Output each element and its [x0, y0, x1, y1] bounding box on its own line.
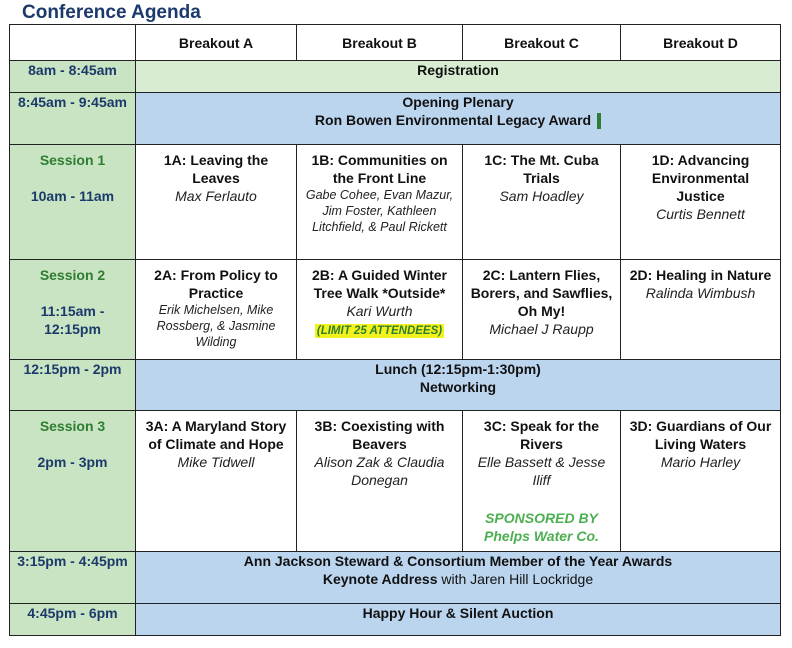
session-label: Session 1 [39, 152, 106, 168]
time-cell: 4:45pm - 6pm [10, 604, 136, 636]
time-cell: 12:15pm - 2pm [10, 360, 136, 411]
time-cell: 8:45am - 9:45am [10, 93, 136, 145]
session-1b-cell [297, 145, 463, 260]
session-title: 2B: A Guided Winter Tree Walk *Outside* [312, 267, 447, 301]
presenter: Erik Michelsen, Mike Rossberg, & Jasmine Wilding [156, 303, 276, 349]
header-row [10, 25, 781, 61]
session-3b-cell [297, 411, 463, 552]
presenter: Michael J Raupp [489, 321, 594, 337]
presenter: Kari Wurth [346, 303, 413, 319]
page-title: Conference Agenda [22, 2, 201, 23]
happy-hour-row [10, 604, 781, 636]
awards-title: Ann Jackson Steward & Consortium Member of the Year Awards [243, 553, 673, 569]
presenter: Mike Tidwell [177, 454, 255, 470]
session-title: 1A: Leaving the Leaves [163, 152, 269, 186]
session-time: 10am - 11am [30, 188, 115, 204]
time-cell: 3:15pm - 4:45pm [10, 552, 136, 604]
corner-cell [10, 25, 136, 61]
session-3d-cell [621, 411, 781, 552]
awards-row [10, 552, 781, 604]
session-title: 3C: Speak for the Rivers [483, 418, 600, 452]
lunch-subtitle: Networking [419, 379, 497, 395]
session-title: 3D: Guardians of Our Living Waters [629, 418, 772, 452]
session-3-row [10, 411, 781, 552]
session-title: 1D: Advancing Environmental Justice [651, 152, 750, 204]
agenda-table [9, 24, 781, 636]
header-breakout-d: Breakout D [621, 25, 781, 61]
header-breakout-a: Breakout A [136, 25, 297, 61]
lunch-row [10, 360, 781, 411]
session-title: 3A: A Maryland Story of Climate and Hope [145, 418, 287, 452]
session-title: 3B: Coexisting with Beavers [314, 418, 445, 452]
session-2a-cell [136, 260, 297, 360]
session-2-time-cell [10, 260, 136, 360]
session-3-time-cell [10, 411, 136, 552]
session-2d-cell [621, 260, 781, 360]
session-time: 11:15am - 12:15pm [40, 303, 105, 337]
plenary-row [10, 93, 781, 145]
session-title: 1C: The Mt. Cuba Trials [484, 152, 599, 186]
session-1-time-cell [10, 145, 136, 260]
presenter: Curtis Bennett [656, 206, 745, 222]
presenter: Ralinda Wimbush [645, 285, 756, 301]
session-2b-cell [297, 260, 463, 360]
session-title: 2A: From Policy to Practice [154, 267, 278, 301]
session-label: Session 2 [39, 267, 106, 283]
registration-cell: Registration [136, 61, 781, 93]
header-breakout-c: Breakout C [463, 25, 621, 61]
sponsor-note: SPONSORED BY Phelps Water Co. [484, 510, 599, 544]
lunch-cell [136, 360, 781, 411]
keynote-speaker: with Jaren Hill Lockridge [437, 571, 594, 587]
registration-row [10, 61, 781, 93]
plenary-award: Ron Bowen Environmental Legacy Award [314, 112, 592, 128]
presenter: Gabe Cohee, Evan Mazur, Jim Foster, Kathleen Litchfield, & Paul Rickett [305, 188, 454, 234]
session-1a-cell [136, 145, 297, 260]
awards-cell [136, 552, 781, 604]
presenter: Max Ferlauto [175, 188, 257, 204]
session-3c-cell [463, 411, 621, 552]
session-title: 2D: Healing in Nature [629, 267, 772, 283]
plenary-title: Opening Plenary [402, 94, 514, 110]
presenter: Sam Hoadley [499, 188, 584, 204]
presenter: Elle Bassett & Jesse Iliff [477, 454, 606, 488]
header-breakout-b: Breakout B [297, 25, 463, 61]
session-3a-cell [136, 411, 297, 552]
time-cell: 8am - 8:45am [10, 61, 136, 93]
session-title: 2C: Lantern Flies, Borers, and Sawflies, Oh My! [470, 267, 613, 319]
flag-icon [597, 113, 601, 129]
session-1d-cell [621, 145, 781, 260]
session-title: 1B: Communities on the Front Line [311, 152, 448, 186]
session-time: 2pm - 3pm [37, 454, 108, 470]
presenter: Alison Zak & Claudia Donegan [314, 454, 445, 488]
keynote-label: Keynote Address [322, 571, 438, 587]
attendee-limit-note: (LIMIT 25 ATTENDEES) [316, 325, 443, 337]
session-1-row [10, 145, 781, 260]
session-2-row [10, 260, 781, 360]
happy-hour-cell: Happy Hour & Silent Auction [136, 604, 781, 636]
session-1c-cell [463, 145, 621, 260]
session-2c-cell [463, 260, 621, 360]
lunch-title: Lunch (12:15pm-1:30pm) [375, 361, 541, 377]
presenter: Mario Harley [660, 454, 741, 470]
plenary-cell [136, 93, 781, 145]
session-label: Session 3 [39, 418, 106, 434]
